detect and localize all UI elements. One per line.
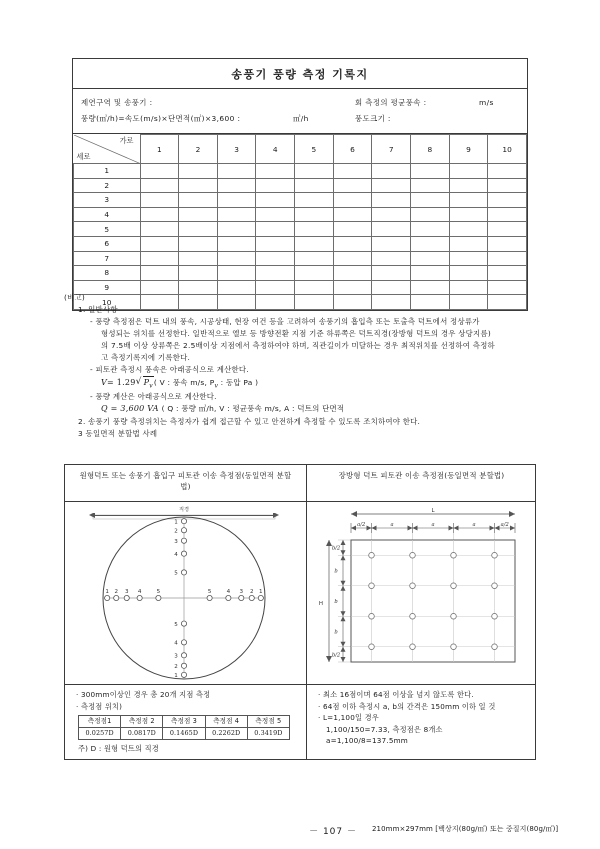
dimension-bar <box>93 515 275 516</box>
grid-cell-r5-c3[interactable] <box>217 222 256 237</box>
diagram-panel <box>64 464 536 760</box>
measurement-point-marker <box>369 644 375 650</box>
measurement-point-marker <box>492 644 498 650</box>
dimension-arrow-icon <box>341 540 346 545</box>
table-row <box>74 251 527 266</box>
measurement-point-marker <box>239 595 244 600</box>
dimension-arrow-icon <box>341 642 346 647</box>
grid-cell-r3-c4[interactable] <box>256 193 295 208</box>
circular-note-line2: · 측정점 위치) <box>76 701 123 711</box>
grid-row-header-6: 6 <box>74 236 141 251</box>
grid-cell-r6-c5[interactable] <box>295 236 334 251</box>
dimension-label-vertical: b/2 <box>331 545 341 552</box>
grid-cell-r5-c2[interactable] <box>179 222 218 237</box>
grid-column-header-1: 1 <box>140 135 179 164</box>
notes-item1-bullet3: - 풍량 계산은 아래공식으로 계산한다. <box>90 392 217 402</box>
measurement-point-marker <box>410 613 416 619</box>
grid-cell-r1-c8[interactable] <box>410 164 449 179</box>
grid-cell-r2-c7[interactable] <box>372 178 411 193</box>
dimension-label-horizontal: a <box>472 522 476 528</box>
grid-header-row <box>74 135 527 164</box>
grid-corner-vertical-label: 세로 <box>76 152 91 161</box>
grid-cell-r8-c2[interactable] <box>179 266 218 281</box>
svg-text:L: L <box>431 508 435 514</box>
measurement-point-label: 3 <box>174 653 178 660</box>
rect-diagram-svg <box>307 502 536 684</box>
grid-cell-r4-c9[interactable] <box>449 207 488 222</box>
measurement-point-marker <box>226 595 231 600</box>
grid-cell-r5-c10[interactable] <box>488 222 527 237</box>
avg-speed-label: 회 측정의 평균풍속 : <box>355 98 427 107</box>
measurement-point-marker <box>410 583 416 589</box>
grid-cell-r3-c2[interactable] <box>179 193 218 208</box>
dimension-arrow-icon <box>341 550 346 555</box>
grid-cell-r5-c9[interactable] <box>449 222 488 237</box>
measurement-point-marker <box>492 583 498 589</box>
grid-cell-r7-c7[interactable] <box>372 251 411 266</box>
grid-cell-r8-c1[interactable] <box>140 266 179 281</box>
grid-cell-r7-c2[interactable] <box>179 251 218 266</box>
grid-cell-r8-c6[interactable] <box>333 266 372 281</box>
dimension-label-vertical: b <box>334 599 338 605</box>
mtable-value-3: 0.1465D <box>163 728 205 740</box>
velocity-formula-desc-sub: v <box>214 382 219 390</box>
grid-cell-r7-c9[interactable] <box>449 251 488 266</box>
measurement-point-marker <box>114 595 119 600</box>
grid-cell-r1-c1[interactable] <box>140 164 179 179</box>
measurement-point-label: 4 <box>137 589 142 595</box>
velocity-formula-desc: ( V : 풍속 m/s, P <box>153 377 215 387</box>
duct-size-label: 풍도크기 : <box>355 114 391 123</box>
paper-spec: 210mm×297mm [백상지(80g/㎡) 또는 중질지(80g/㎡)] <box>372 825 559 833</box>
measurement-point-marker <box>181 551 186 556</box>
measurement-point-marker <box>410 644 416 650</box>
notes-heading: (비고) <box>64 293 86 302</box>
mtable-header-2: 측정점 2 <box>121 716 163 728</box>
table-row <box>74 178 527 193</box>
dimension-arrow-icon <box>341 555 346 560</box>
measurement-point-marker <box>207 595 212 600</box>
grid-cell-r4-c7[interactable] <box>372 207 411 222</box>
dimension-arrow-icon <box>341 657 346 662</box>
measurement-point-label: 3 <box>239 589 244 595</box>
grid-cell-r1-c4[interactable] <box>256 164 295 179</box>
measurement-point-marker <box>181 663 186 668</box>
grid-cell-r3-c6[interactable] <box>333 193 372 208</box>
rect-note-line1: · 최소 16점이며 64점 이상을 넘지 않도록 한다. <box>318 690 474 699</box>
measurement-point-label: 5 <box>207 589 212 595</box>
grid-row-header-7: 7 <box>74 251 141 266</box>
grid-row-header-3: 3 <box>74 193 141 208</box>
grid-cell-r7-c5[interactable] <box>295 251 334 266</box>
notes-item2: 2. 송풍기 풍량 측정위치는 측정자가 쉽게 접근할 수 있고 안전하게 측정할 수 있도록 조치하여야 한다. <box>78 417 421 427</box>
dimension-label-horizontal: a/2 <box>357 522 366 528</box>
table-row <box>74 222 527 237</box>
rect-note-line4: 1,100/150=7.33, 측정점은 8개소 <box>326 724 443 734</box>
measurement-point-marker <box>156 595 161 600</box>
grid-cell-r3-c1[interactable] <box>140 193 179 208</box>
velocity-formula-desc2: : 동압 Pa ) <box>218 377 259 387</box>
notes-item1-bullet1-line4: 고 측정기록지에 기록한다. <box>101 352 191 362</box>
measurement-point-marker <box>124 595 129 600</box>
grid-cell-r4-c5[interactable] <box>295 207 334 222</box>
avg-speed-unit: m/s <box>479 98 494 107</box>
dimension-arrow-icon <box>495 526 500 531</box>
measurement-point-label: 1 <box>174 673 178 680</box>
grid-cell-r6-c3[interactable] <box>217 236 256 251</box>
measurement-point-label: 1 <box>174 519 178 526</box>
measurement-point-marker <box>181 621 186 626</box>
measurement-point-marker <box>181 640 186 645</box>
measurement-point-marker <box>181 653 186 658</box>
grid-cell-r3-c7[interactable] <box>372 193 411 208</box>
grid-cell-r3-c5[interactable] <box>295 193 334 208</box>
table-row <box>74 164 527 179</box>
measurement-point-marker <box>369 552 375 558</box>
circular-duct-header: 원형덕트 또는 송풍기 흡입구 피토관 이송 측정점(동일면적 분할법) <box>65 465 306 502</box>
grid-corner-horizontal-label: 가로 <box>119 135 134 145</box>
page-title: 송풍기 풍량 측정 기록지 <box>73 59 527 89</box>
grid-column-header-5: 5 <box>295 135 334 164</box>
grid-cell-r8-c10[interactable] <box>488 266 527 281</box>
grid-column-header-10: 10 <box>488 135 527 164</box>
dimension-arrow-icon <box>490 526 495 531</box>
measurement-point-label: 5 <box>174 621 178 628</box>
circular-note-line1: · 300mm이상인 경우 총 20개 지점 측정 <box>76 690 211 699</box>
grid-cell-r6-c9[interactable] <box>449 236 488 251</box>
grid-cell-r5-c1[interactable] <box>140 222 179 237</box>
measurement-point-marker <box>181 528 186 533</box>
rect-note-line5: a=1,100/8=137.5mm <box>326 736 408 746</box>
measurement-point-label: 2 <box>174 663 178 670</box>
grid-cell-r6-c4[interactable] <box>256 236 295 251</box>
measurement-point-marker <box>137 595 142 600</box>
grid-cell-r6-c10[interactable] <box>488 236 527 251</box>
grid-cell-r1-c2[interactable] <box>179 164 218 179</box>
rect-note-line2: · 64점 이하 측정시 a, b의 간격은 150mm 이하 일 것 <box>318 701 496 711</box>
grid-cell-r4-c6[interactable] <box>333 207 372 222</box>
circular-duct-column <box>65 465 307 759</box>
mtable-header-5: 측정점 5 <box>247 716 289 728</box>
dimension-arrow-icon <box>449 526 454 531</box>
measurement-point-marker <box>492 552 498 558</box>
grid-cell-r2-c8[interactable] <box>410 178 449 193</box>
grid-cell-r2-c1[interactable] <box>140 178 179 193</box>
grid-cell-r5-c7[interactable] <box>372 222 411 237</box>
circular-duct-figure <box>65 502 306 684</box>
dimension-label-horizontal: a/2 <box>500 522 509 528</box>
measurement-point-label: 3 <box>124 589 129 595</box>
notes-item1-bullet2: - 피토관 측정시 풍속은 아래공식으로 계산한다. <box>90 364 249 374</box>
velocity-formula <box>101 376 544 391</box>
mtable-header-row <box>79 716 290 728</box>
rectangular-duct-header: 장방형 덕트 피토관 이송 측정점(동일면적 분할법) <box>307 465 536 502</box>
sheet-metadata <box>73 89 527 134</box>
notes-item3: 3 동일면적 분할법 사례 <box>78 429 158 439</box>
grid-cell-r7-c6[interactable] <box>333 251 372 266</box>
grid-column-header-3: 3 <box>217 135 256 164</box>
grid-cell-r5-c6[interactable] <box>333 222 372 237</box>
grid-cell-r7-c3[interactable] <box>217 251 256 266</box>
mtable-header-4: 측정점 4 <box>205 716 247 728</box>
dimension-arrow-icon <box>341 581 346 586</box>
grid-cell-r1-c9[interactable] <box>449 164 488 179</box>
grid-column-header-8: 8 <box>410 135 449 164</box>
measurement-point-label: 3 <box>174 538 178 545</box>
rectangular-duct-notes <box>307 684 536 759</box>
grid-cell-r3-c3[interactable] <box>217 193 256 208</box>
zone-label: 제연구역 및 송풍기 : <box>81 98 153 107</box>
dimension-arrow-icon <box>341 616 346 621</box>
flow-unit: ㎥/h <box>293 114 309 123</box>
diameter-note-text: 주) D : 원형 덕트의 직경 <box>78 744 159 754</box>
measurement-point-marker <box>410 552 416 558</box>
grid-row-header-5: 5 <box>74 222 141 237</box>
dimension-label-horizontal: a <box>390 522 394 528</box>
table-row <box>74 236 527 251</box>
notes-item1-title: 1. 일반사항 <box>78 304 118 314</box>
measurement-point-label: 2 <box>114 589 119 595</box>
measurement-point-label: 5 <box>174 570 178 577</box>
diameter-dimension <box>89 509 279 521</box>
dimension-arrow-icon <box>454 526 459 531</box>
grid-row-header-10: 10 <box>74 295 141 310</box>
grid-cell-r8-c3[interactable] <box>217 266 256 281</box>
measurement-point-marker <box>451 644 457 650</box>
page-number: － 107 － <box>309 827 357 837</box>
flowrate-formula-desc: ( Q : 풍량 ㎥/h, V : 평균풍속 m/s, A : 덕트의 단면적 <box>161 404 345 414</box>
grid-cell-r7-c1[interactable] <box>140 251 179 266</box>
measurement-point-label: 4 <box>226 589 231 595</box>
grid-cell-r2-c9[interactable] <box>449 178 488 193</box>
measurement-point-marker <box>181 570 186 575</box>
grid-cell-r6-c6[interactable] <box>333 236 372 251</box>
grid-row-header-8: 8 <box>74 266 141 281</box>
diameter-note <box>72 743 299 755</box>
grid-cell-r1-c3[interactable] <box>217 164 256 179</box>
grid-cell-r7-c10[interactable] <box>488 251 527 266</box>
measurement-point-marker <box>105 595 110 600</box>
grid-cell-r4-c10[interactable] <box>488 207 527 222</box>
measurement-point-marker <box>181 672 186 677</box>
rect-note-line3: · L=1,100일 경우 <box>318 713 379 723</box>
diameter-label: 직경 <box>89 506 279 513</box>
velocity-formula-radicand: P <box>143 377 150 387</box>
mtable-value-1: 0.0257D <box>79 728 121 740</box>
measurement-point-label: 4 <box>174 640 178 647</box>
grid-cell-r4-c4[interactable] <box>256 207 295 222</box>
notes-section <box>64 292 544 440</box>
grid-cell-r3-c9[interactable] <box>449 193 488 208</box>
grid-cell-r7-c4[interactable] <box>256 251 295 266</box>
dimension-arrow-icon <box>367 526 372 531</box>
grid-column-header-4: 4 <box>256 135 295 164</box>
dimension-label-vertical: b/2 <box>331 652 341 659</box>
velocity-formula-eq: = 1.29 <box>107 377 136 387</box>
grid-cell-r6-c8[interactable] <box>410 236 449 251</box>
grid-cell-r8-c7[interactable] <box>372 266 411 281</box>
measurement-point-marker <box>451 583 457 589</box>
meta-row-flow <box>81 113 519 124</box>
dimension-arrow-icon <box>341 611 346 616</box>
measurement-point-table <box>78 715 290 740</box>
grid-column-header-9: 9 <box>449 135 488 164</box>
measurement-point-marker <box>369 613 375 619</box>
grid-cell-r8-c8[interactable] <box>410 266 449 281</box>
table-row <box>74 266 527 281</box>
grid-corner-cell <box>74 135 141 164</box>
dimension-arrow-icon <box>372 526 377 531</box>
dimension-label-horizontal: a <box>431 522 435 528</box>
grid-cell-r5-c4[interactable] <box>256 222 295 237</box>
grid-row-header-1: 1 <box>74 164 141 179</box>
grid-cell-r6-c1[interactable] <box>140 236 179 251</box>
flowrate-formula <box>101 403 544 416</box>
mtable-value-5: 0.3419D <box>247 728 289 740</box>
grid-cell-r7-c8[interactable] <box>410 251 449 266</box>
grid-cell-r5-c8[interactable] <box>410 222 449 237</box>
velocity-formula-lhs: V <box>101 377 108 387</box>
grid-cell-r2-c4[interactable] <box>256 178 295 193</box>
grid-cell-r3-c10[interactable] <box>488 193 527 208</box>
grid-cell-r2-c5[interactable] <box>295 178 334 193</box>
measurement-point-label: 2 <box>174 528 178 535</box>
grid-row-header-4: 4 <box>74 207 141 222</box>
measurement-grid <box>73 134 527 310</box>
svg-text:H: H <box>318 601 324 607</box>
grid-cell-r2-c6[interactable] <box>333 178 372 193</box>
grid-cell-r2-c2[interactable] <box>179 178 218 193</box>
flowrate-formula-expr: Q = 3,600 VA <box>101 404 159 414</box>
velocity-formula-subscript: v <box>149 382 153 390</box>
mtable-value-4: 0.2262D <box>205 728 247 740</box>
grid-column-header-6: 6 <box>333 135 372 164</box>
dimension-arrow-icon <box>341 647 346 652</box>
measurement-point-marker <box>492 613 498 619</box>
notes-item1-bullet1-line3: 의 7.5배 이상 상류쪽은 2.5배이상 지점에서 측정하여야 하며, 직관길이가 미달하는 경우 최적위치를 선정하여 측정하 <box>101 340 495 350</box>
notes-item1-bullet1-line2: 형성되는 위치를 선정한다. 일반적으로 엘보 등 방향전환 지점 기준 하류쪽은 덕트직경(장방형 덕트의 경우 상당지름) <box>101 328 491 338</box>
table-row <box>74 193 527 208</box>
grid-column-header-2: 2 <box>179 135 218 164</box>
grid-cell-r4-c8[interactable] <box>410 207 449 222</box>
grid-cell-r8-c4[interactable] <box>256 266 295 281</box>
grid-cell-r1-c7[interactable] <box>372 164 411 179</box>
grid-cell-r2-c10[interactable] <box>488 178 527 193</box>
grid-cell-r5-c5[interactable] <box>295 222 334 237</box>
rectangular-duct-column <box>307 465 536 759</box>
measurement-point-marker <box>369 583 375 589</box>
grid-cell-r4-c1[interactable] <box>140 207 179 222</box>
dimension-arrow-icon <box>351 526 356 531</box>
mtable-header-1: 측정점1 <box>79 716 121 728</box>
dimension-label-vertical: b <box>334 629 338 636</box>
measurement-point-label: 1 <box>259 589 263 595</box>
measurement-point-marker <box>451 552 457 558</box>
grid-cell-r1-c6[interactable] <box>333 164 372 179</box>
measurement-point-marker <box>451 613 457 619</box>
grid-cell-r6-c7[interactable] <box>372 236 411 251</box>
grid-cell-r4-c2[interactable] <box>179 207 218 222</box>
dimension-arrow-icon <box>510 526 515 531</box>
mtable-value-2: 0.0817D <box>121 728 163 740</box>
measurement-point-label: 4 <box>174 551 178 558</box>
measurement-point-label: 2 <box>249 589 254 595</box>
grid-cell-r4-c3[interactable] <box>217 207 256 222</box>
table-row <box>74 207 527 222</box>
grid-row-header-9: 9 <box>74 280 141 295</box>
meta-row-zone <box>81 97 519 108</box>
sqrt-group <box>136 376 154 391</box>
mtable-header-3: 측정점 3 <box>163 716 205 728</box>
measurement-point-label: 5 <box>156 589 161 595</box>
measurement-point-label: 1 <box>105 589 109 595</box>
circle-diagram-svg <box>65 502 306 684</box>
grid-cell-r8-c5[interactable] <box>295 266 334 281</box>
grid-column-header-7: 7 <box>372 135 411 164</box>
dimension-arrow-icon <box>408 526 413 531</box>
grid-row-header-2: 2 <box>74 178 141 193</box>
rectangular-duct-figure <box>307 502 536 684</box>
dimension-label-vertical: b <box>334 568 338 575</box>
dimension-arrow-icon <box>413 526 418 531</box>
measurement-point-marker <box>258 595 263 600</box>
circular-duct-notes <box>65 684 306 759</box>
flow-formula-label: 풍량(㎥/h)=속도(m/s)×단면적(㎡)×3,600 : <box>81 114 241 123</box>
notes-item1-bullet1-line1: - 풍량 측정점은 덕트 내의 풍속, 시공상태, 현장 여건 등을 고려하여 송풍기의 흡입측 또는 토출측 덕트에서 정상류가 <box>90 316 480 326</box>
grid-cell-r1-c10[interactable] <box>488 164 527 179</box>
grid-cell-r2-c3[interactable] <box>217 178 256 193</box>
record-sheet <box>72 58 528 311</box>
mtable-value-row <box>79 728 290 740</box>
grid-cell-r8-c9[interactable] <box>449 266 488 281</box>
grid-cell-r3-c8[interactable] <box>410 193 449 208</box>
measurement-point-marker <box>249 595 254 600</box>
measurement-point-marker <box>181 538 186 543</box>
grid-cell-r1-c5[interactable] <box>295 164 334 179</box>
grid-cell-r6-c2[interactable] <box>179 236 218 251</box>
dimension-arrow-icon <box>341 586 346 591</box>
